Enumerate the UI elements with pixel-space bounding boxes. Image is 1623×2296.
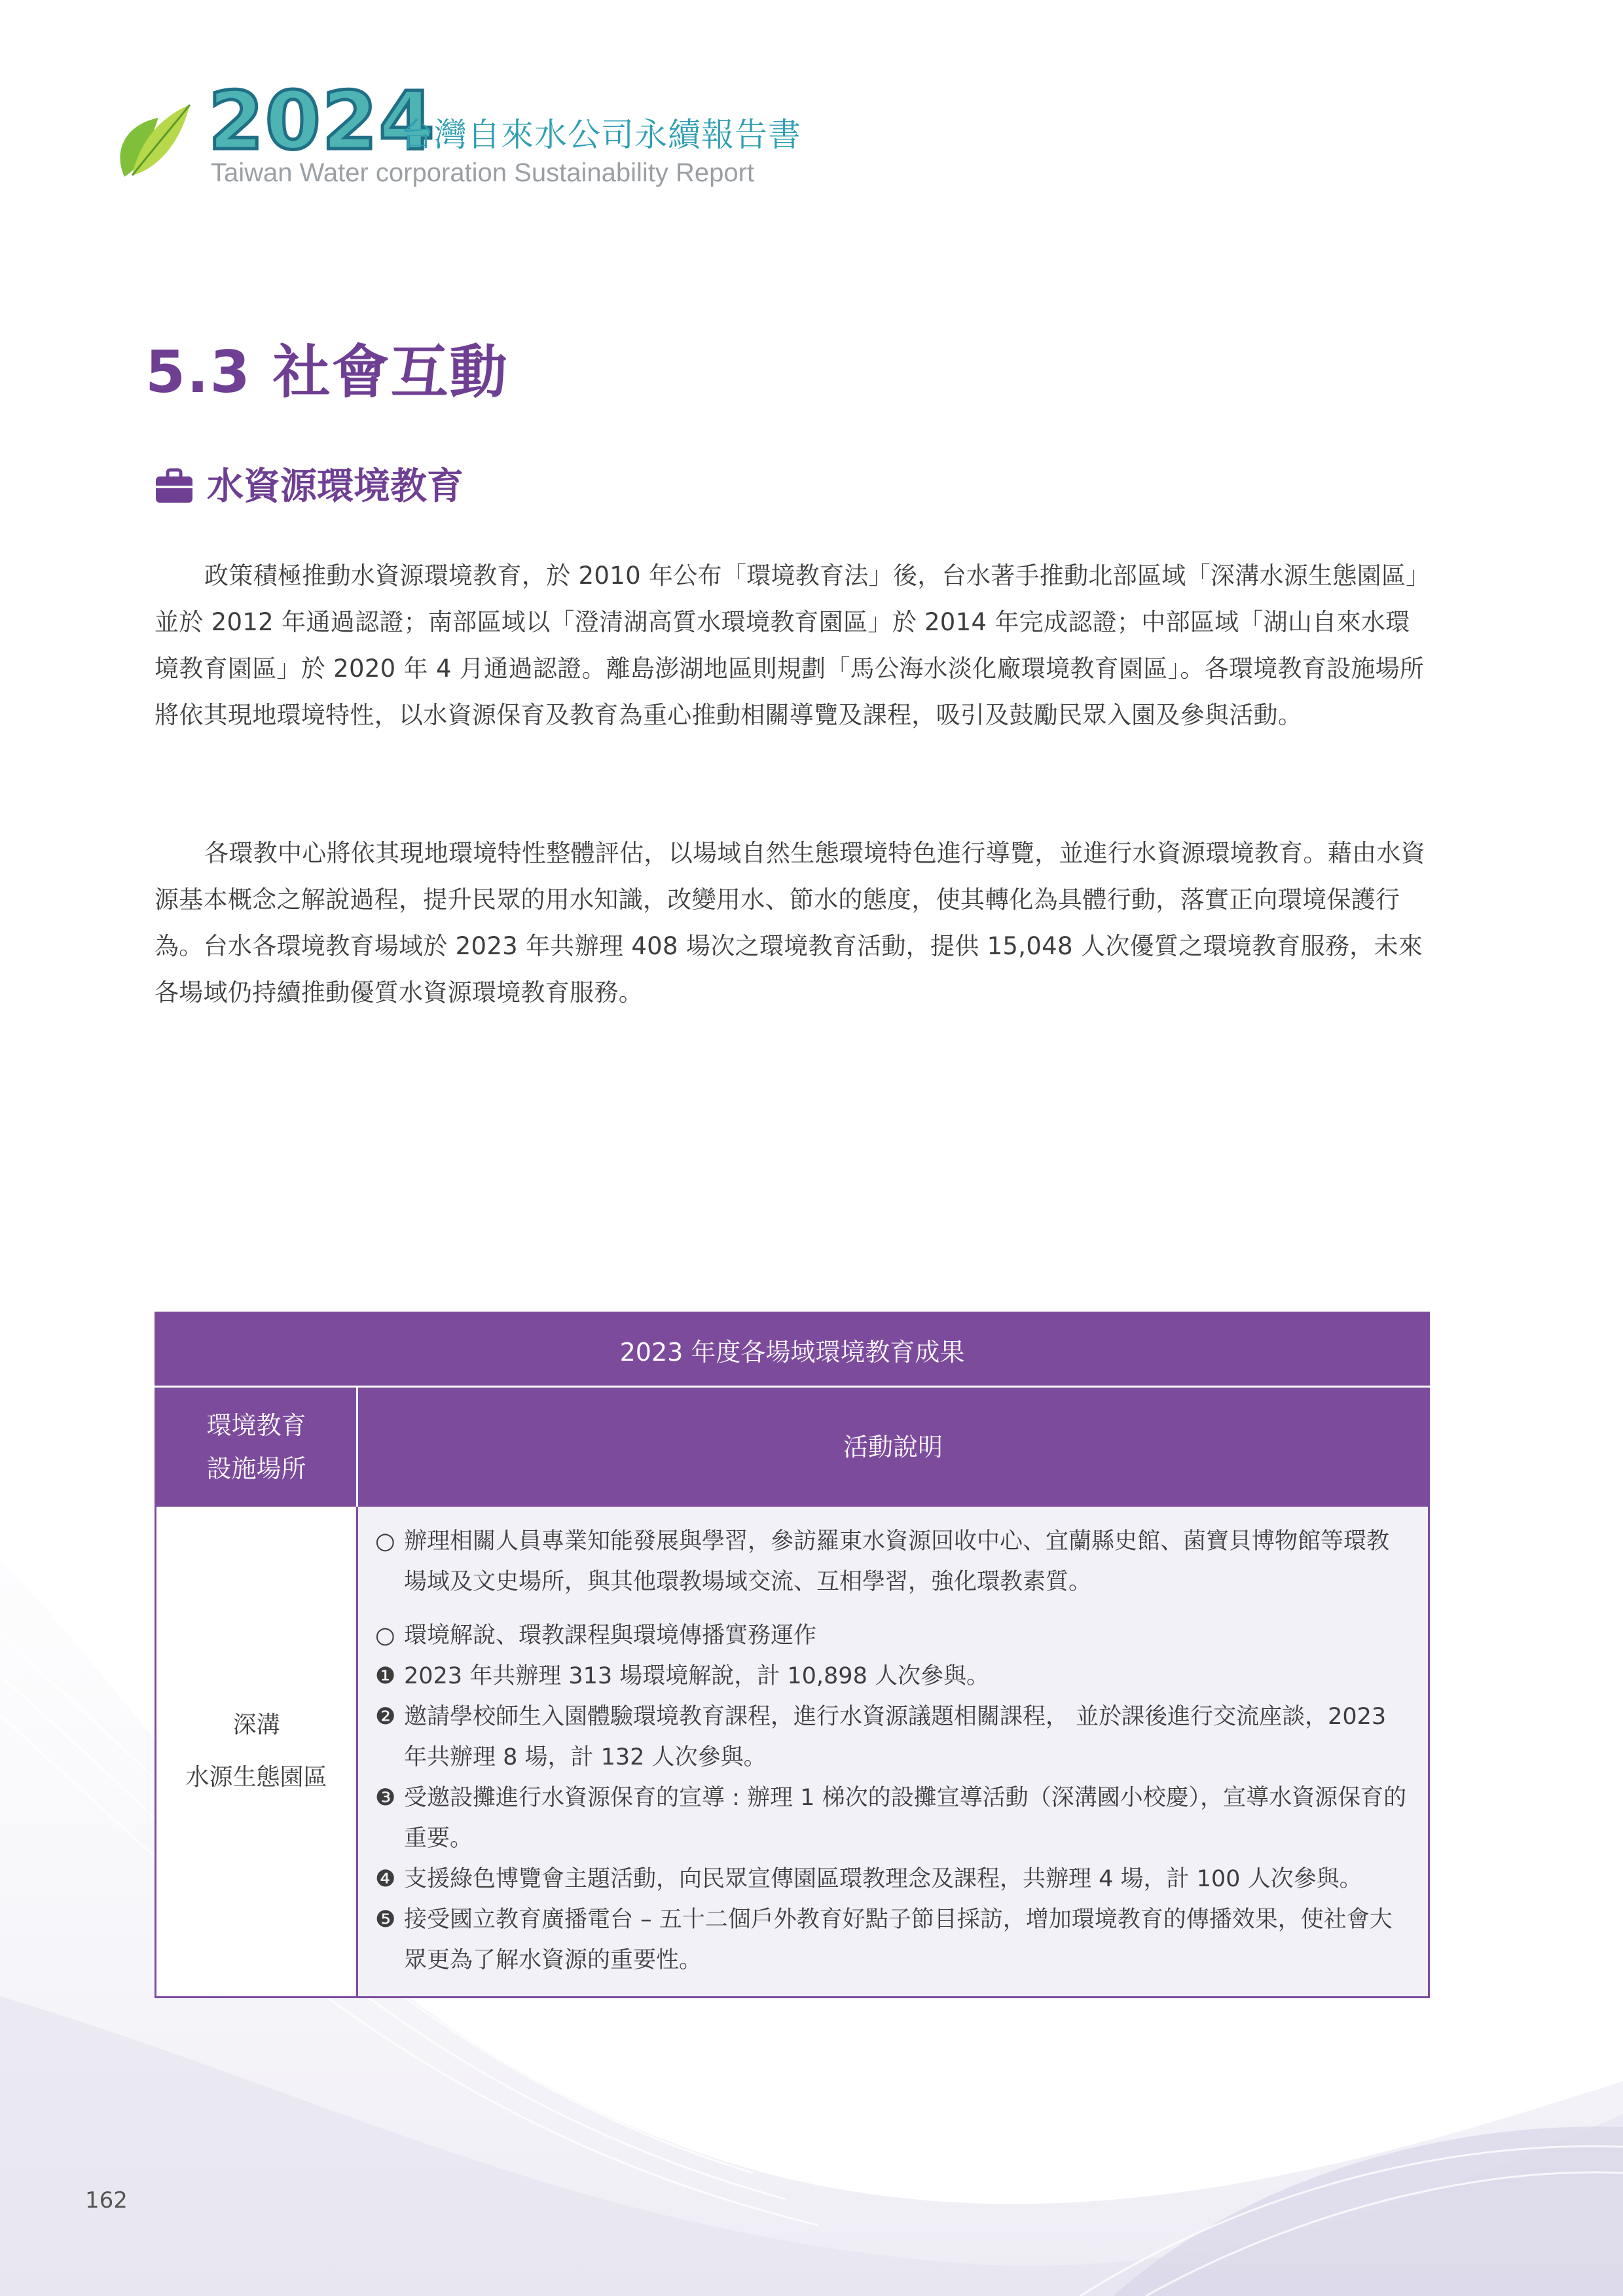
report-title-zh: 台灣自來水公司永續報告書 [401, 116, 801, 154]
list-item-text: 受邀設攤進行水資源保育的宣導 : 辦理 1 梯次的設攤宣導活動（深溝國小校慶），宣導水資源保育的重要。 [404, 1785, 1407, 1852]
list-item-text: 邀請學校師生入園體驗環境教育課程，進行水資源議題相關課程， 並於課後進行交流座談，2023 年共辦理 8 場，計 132 人次參與。 [404, 1704, 1387, 1770]
list-item-text: 2023 年共辦理 313 場環境解說，計 10,898 人次參與。 [404, 1663, 989, 1689]
list-item [375, 1859, 1411, 1899]
briefcase-icon [155, 467, 194, 504]
site-cell [156, 1507, 357, 1998]
list-marker: ❺ [375, 1907, 396, 1933]
table-caption: 2023 年度各場域環境教育成果 [156, 1313, 1429, 1387]
list-item [375, 1521, 1411, 1602]
list-item-text: 支援綠色博覽會主題活動，向民眾宣傳園區環教理念及課程，共辦理 4 場，計 100 人次參與。 [404, 1866, 1362, 1892]
column-header-site-line1: 環境教育 [206, 1411, 306, 1440]
list-item [375, 1899, 1411, 1981]
list-item [375, 1615, 1411, 1656]
description-cell [357, 1507, 1429, 1998]
list-marker: ○ [375, 1623, 395, 1649]
list-item [375, 1696, 1411, 1778]
table-row [156, 1507, 1429, 1998]
list-marker: ❷ [375, 1704, 396, 1730]
list-item-text: 接受國立教育廣播電台 – 五十二個戶外教育好點子節目採訪，增加環境教育的傳播效果，使社會大眾更為了解水資源的重要性。 [404, 1907, 1393, 1973]
list-marker: ❶ [375, 1663, 396, 1689]
site-name-line1: 深溝 [232, 1712, 280, 1738]
list-item [375, 1656, 1411, 1696]
section-title: 5.3 社會互動 [145, 338, 509, 406]
list-marker: ❹ [375, 1866, 396, 1892]
education-results-table [155, 1312, 1430, 1998]
page-number: 162 [85, 2187, 128, 2214]
list-item-text: 環境解說、環教課程與環境傳播實務運作 [404, 1623, 817, 1649]
body-paragraph-2: 各環教中心將依其現地環境特性整體評估，以場域自然生態環境特色進行導覽，並進行水資源環境教育。藉由水資源基本概念之解說過程，提升民眾的用水知識，改變用水、節水的態度，使其轉化為具體行動，落實正向環境保護行為。台水各環境教育場域於 2023 年共辦理 408 場次之環境教育活動，提供 15,048 人次優質之環境教育服務，未來各場域仍持續推動優質水資源環境教育服務。 [155, 839, 1425, 1007]
list-marker: ❸ [375, 1785, 396, 1811]
report-year: 2024 [208, 75, 436, 168]
column-header-description: 活動說明 [357, 1387, 1429, 1507]
report-title-en: Taiwan Water corporation Sustainability Report [211, 158, 755, 187]
leaf-logo-icon [113, 98, 198, 183]
list-item-text: 辦理相關人員專業知能發展與學習，參訪羅東水資源回收中心、宜蘭縣史館、菌寶貝博物館等環教場域及文史場所，與其他環教場域交流、互相學習，強化環教素質。 [404, 1528, 1390, 1595]
subsection-title: 水資源環境教育 [207, 465, 464, 508]
column-header-site [156, 1387, 357, 1507]
list-item [375, 1778, 1411, 1859]
site-name-line2: 水源生態園區 [185, 1764, 327, 1791]
body-paragraph-1: 政策積極推動水資源環境教育，於 2010 年公布「環境教育法」後，台水著手推動北部區域「深溝水源生態園區」並於 2012 年通過認證；南部區域以「澄清湖高質水環境教育園區」於 2014 年完成認證；中部區域「湖山自來水環境教育園區」於 2020 年 4 月通過認證。離島澎湖地區則規劃「馬公海水淡化廠環境教育園區」。各環境教育設施場所將依其現地環境特性，以水資源保育及教育為重心推動相關導覽及課程，吸引及鼓勵民眾入園及參與活動。 [155, 562, 1431, 729]
column-header-site-line2: 設施場所 [206, 1454, 306, 1483]
list-marker: ○ [375, 1528, 395, 1554]
